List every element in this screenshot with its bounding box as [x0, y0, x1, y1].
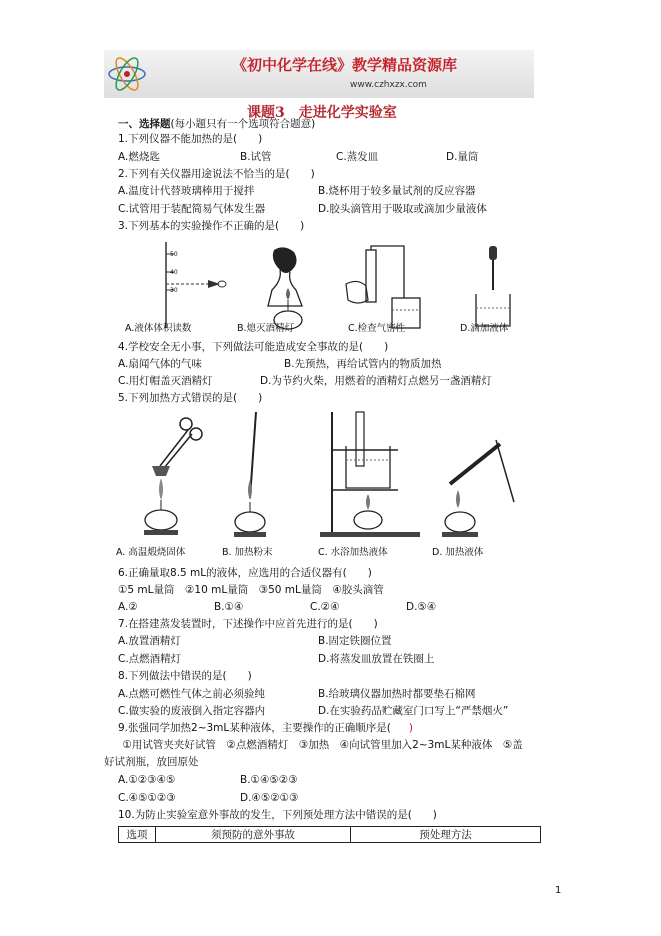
- graduated-cylinder-figure: [148, 242, 248, 332]
- q3-caption-b: B.熄灭酒精灯: [237, 323, 295, 334]
- q5-caption-c: C. 水浴加热液体: [318, 547, 388, 558]
- q6-option-c: C.②④: [310, 601, 340, 613]
- q6-items: ①5 mL量筒 ②10 mL量筒 ③50 mL量筒 ④胶头滴管: [118, 584, 384, 596]
- banner-title: 《初中化学在线》教学精品资源库: [232, 56, 458, 74]
- q1-option-d: D.量筒: [446, 151, 479, 163]
- q9-steps-cont: 好试剂瓶，放回原处: [104, 756, 199, 768]
- q2-option-b: B.烧杯用于较多量试剂的反应容器: [318, 185, 476, 197]
- q3-caption-d: D.滴加液体: [460, 323, 509, 334]
- table-header-option: 选项: [119, 827, 156, 843]
- q9-steps: ①用试管夹夹好试管 ②点燃酒精灯 ③加热 ④向试管里加入2~3mL某种液体 ⑤盖: [112, 739, 523, 751]
- q9-option-b: B.①④⑤②③: [240, 774, 298, 786]
- scale-label-40: 40: [170, 269, 178, 276]
- q6-option-a: A.②: [118, 601, 138, 613]
- q8-option-c: C.做实验的废液倒入指定容器内: [118, 705, 266, 717]
- q4-option-b: B.先预热，再给试管内的物质加热: [284, 358, 442, 370]
- q1-option-b: B.试管: [240, 151, 272, 163]
- q4-option-a: A.扇闻气体的气味: [118, 358, 202, 370]
- q10-stem: 10.为防止实验室意外事故的发生，下列预处理方法中错误的是( ): [118, 809, 437, 821]
- banner-url[interactable]: www.czhxzx.com: [350, 80, 427, 90]
- water-bath-figure: [318, 410, 428, 540]
- q6-stem: 6.正确量取8.5 mL的液体，应选用的合适仪器有( ): [118, 567, 372, 579]
- q4-option-c: C.用灯帽盖灭酒精灯: [118, 375, 213, 387]
- powder-heating-figure: [226, 410, 276, 540]
- table-header-method: 预处理方法: [351, 827, 541, 843]
- q8-option-b: B.给玻璃仪器加热时都要垫石棉网: [318, 688, 476, 700]
- q9-stem-text: 9.张强同学加热2~3mL某种液体，主要操作的正确顺序是(: [118, 722, 391, 734]
- q9-option-c: C.④⑤①②③: [118, 792, 176, 804]
- q9-stem: [118, 721, 413, 735]
- q8-option-a: A.点燃可燃性气体之前必须验纯: [118, 688, 265, 700]
- q8-stem: 8.下列做法中错误的是( ): [118, 670, 252, 682]
- liquid-heating-figure: [430, 410, 520, 540]
- q4-option-d: D.为节约火柴，用燃着的酒精灯点燃另一盏酒精灯: [260, 375, 492, 387]
- q3-stem: 3.下列基本的实验操作不正确的是( ): [118, 220, 305, 232]
- q5-caption-b: B. 加热粉末: [222, 547, 273, 558]
- q9-stem-close: ): [408, 722, 413, 734]
- q6-option-b: B.①④: [214, 601, 244, 613]
- q9-option-d: D.④⑤②①③: [240, 792, 299, 804]
- table-header-row: [119, 827, 541, 843]
- q5-caption-d: D. 加热液体: [432, 547, 484, 558]
- q7-stem: 7.在搭建蒸发装置时，下述操作中应首先进行的是( ): [118, 618, 378, 630]
- q7-option-a: A.放置酒精灯: [118, 635, 181, 647]
- section-header: [118, 117, 315, 131]
- scale-label-50: 50: [170, 251, 178, 258]
- q2-option-d: D.胶头滴管用于吸取或滴加少量液体: [318, 203, 487, 215]
- q5-caption-a: A. 高温煅烧固体: [116, 547, 186, 558]
- section-note: (每小题只有一个选项符合题意): [170, 118, 316, 130]
- table-header-accident: 须预防的意外事故: [156, 827, 351, 843]
- q1-option-a: A.燃烧匙: [118, 151, 160, 163]
- q2-stem: 2.下列有关仪器用途说法不恰当的是( ): [118, 168, 315, 180]
- q1-option-c: C.蒸发皿: [336, 151, 379, 163]
- q7-option-d: D.将蒸发皿放置在铁圈上: [318, 653, 435, 665]
- section-label: 一、选择题: [118, 118, 171, 130]
- q7-option-c: C.点燃酒精灯: [118, 653, 182, 665]
- q4-stem: 4.学校安全无小事，下列做法可能造成安全事故的是( ): [118, 341, 389, 353]
- q10-table: [118, 826, 541, 843]
- q9-option-a: A.①②③④⑤: [118, 774, 176, 786]
- q3-caption-c: C.检查气密性: [348, 323, 406, 334]
- q1-stem: 1.下列仪器不能加热的是( ): [118, 133, 263, 145]
- q7-option-b: B.固定铁圈位置: [318, 635, 392, 647]
- q2-option-a: A.温度计代替玻璃棒用于搅拌: [118, 185, 255, 197]
- q3-caption-a: A.液体体积读数: [125, 323, 192, 334]
- q2-option-c: C.试管用于装配简易气体发生器: [118, 203, 266, 215]
- crucible-heating-figure: [130, 410, 210, 540]
- header-banner: [104, 50, 534, 98]
- q6-option-d: D.⑤④: [406, 601, 437, 613]
- q8-option-d: D.在实验药品贮藏室门口写上“严禁烟火”: [318, 705, 509, 717]
- scale-label-30: 30: [170, 287, 178, 294]
- atom-logo-icon: [106, 53, 148, 95]
- page-number: 1: [555, 885, 562, 896]
- q5-stem: 5.下列加热方式错误的是( ): [118, 392, 263, 404]
- page-title: 课题3 走进化学实验室: [247, 105, 397, 121]
